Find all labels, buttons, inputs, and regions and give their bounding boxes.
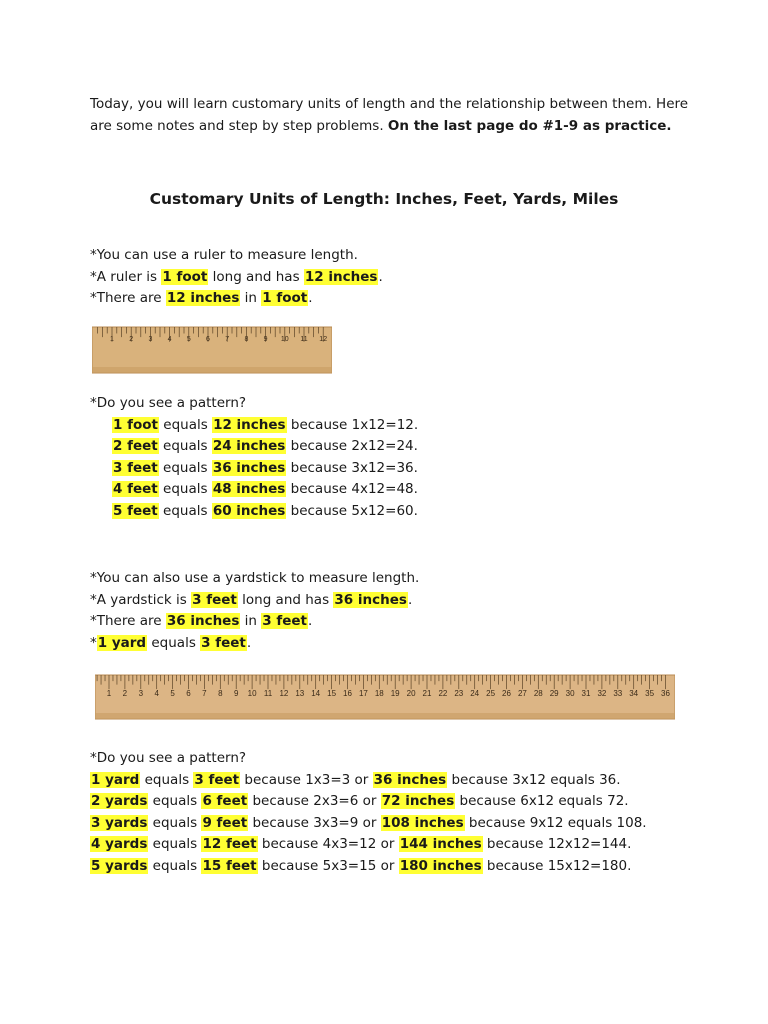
- highlighted-term: 3 feet: [201, 634, 246, 651]
- pattern2-line: [90, 856, 647, 878]
- ruler-number: 12: [279, 689, 289, 698]
- pattern2-line: [90, 813, 647, 835]
- ruler-number: 5: [170, 689, 175, 698]
- ruler-number: 27: [517, 689, 527, 698]
- highlighted-term: 9 feet: [202, 814, 248, 831]
- text-segment: because 2x12=24.: [286, 438, 418, 454]
- ruler-number: 4: [154, 689, 159, 698]
- text-segment: because 5x12=60.: [286, 502, 418, 519]
- text-segment: equals: [158, 481, 212, 497]
- text-segment: .: [246, 634, 252, 651]
- highlighted-term: 3 feet: [194, 771, 240, 788]
- text-segment: equals: [147, 634, 201, 651]
- highlighted-term: 12 inches: [213, 416, 286, 433]
- section2-line: [90, 590, 419, 612]
- highlighted-term: 3 feet: [113, 459, 158, 476]
- ruler-number: 22: [438, 689, 448, 698]
- intro-bold-instruction: On the last page do #1-9 as practice.: [387, 118, 672, 134]
- text-segment: .: [407, 591, 413, 608]
- ruler-number: 29: [549, 689, 559, 698]
- highlighted-term: 6 feet: [202, 793, 248, 809]
- ruler-number: 2: [122, 689, 128, 698]
- pattern2-line: [90, 834, 647, 856]
- section1-line: [90, 288, 383, 310]
- text-segment: because 6x12 equals 72.: [455, 793, 629, 809]
- text-segment: *You can also use a yardstick to measure length.: [90, 570, 420, 586]
- highlighted-term: 12 inches: [304, 268, 378, 285]
- foot-ruler-image: [92, 326, 332, 374]
- text-segment: equals: [148, 836, 202, 852]
- ruler-number: 25: [486, 689, 496, 698]
- highlighted-term: 1 foot: [113, 416, 158, 433]
- ruler-number: 30: [565, 689, 575, 698]
- ruler-number: 16: [343, 689, 352, 698]
- highlighted-term: 24 inches: [212, 438, 286, 454]
- text-segment: in: [240, 613, 262, 629]
- ruler-number: 3: [138, 689, 144, 698]
- highlighted-term: 36 inches: [212, 459, 286, 476]
- highlighted-term: 72 inches: [381, 793, 455, 809]
- ruler-number: 9: [263, 336, 268, 343]
- ruler-number: 11: [263, 689, 273, 698]
- text-segment: equals: [158, 416, 213, 433]
- text-segment: *A ruler is: [90, 268, 162, 285]
- pattern1-line: [112, 415, 418, 437]
- ruler-number: 1: [110, 336, 114, 343]
- yardstick-notes: [90, 568, 419, 654]
- highlighted-term: 3 yards: [91, 814, 148, 831]
- ruler-number: 4: [167, 336, 172, 343]
- ruler-edge-shadow: [92, 367, 332, 373]
- text-segment: long and has: [208, 268, 304, 285]
- ruler-number: 17: [358, 689, 368, 698]
- section2-line: [90, 568, 419, 590]
- highlighted-term: 36 inches: [166, 613, 240, 629]
- text-segment: *: [90, 634, 97, 651]
- text-segment: *A yardstick is: [90, 591, 192, 608]
- ruler-number: 6: [186, 689, 191, 698]
- text-segment: in: [240, 290, 262, 306]
- ruler-number: 15: [327, 689, 337, 698]
- pattern1-line: [112, 479, 418, 501]
- pattern2-line: [90, 791, 647, 813]
- yardstick-image: [95, 674, 675, 720]
- highlighted-term: 12 feet: [202, 836, 257, 852]
- text-segment: .: [378, 268, 383, 285]
- highlighted-term: 5 yards: [91, 857, 148, 874]
- ruler-number: 5: [186, 336, 191, 343]
- ruler-number: 7: [225, 336, 230, 343]
- text-segment: equals: [158, 459, 212, 476]
- ruler-number: 19: [390, 689, 400, 698]
- highlighted-term: 60 inches: [212, 502, 286, 519]
- highlighted-term: 180 inches: [399, 857, 482, 874]
- highlighted-term: 4 yards: [91, 836, 148, 852]
- text-segment: because 4x3=12 or: [257, 836, 399, 852]
- highlighted-term: 1 yard: [91, 771, 140, 788]
- intro-text: Today, you will learn customary units of length and the relationship between them. Here are some notes and step by step problems.: [90, 96, 689, 134]
- highlighted-term: 12 inches: [166, 290, 240, 306]
- ruler-number: 18: [374, 689, 384, 698]
- feet-pattern-list: [90, 415, 418, 523]
- highlighted-term: 108 inches: [381, 814, 464, 831]
- text-segment: equals: [158, 438, 212, 454]
- ruler-number: 34: [629, 689, 639, 698]
- pattern-heading-yards: *Do you see a pattern?: [90, 750, 247, 766]
- text-segment: equals: [140, 771, 194, 788]
- intro-paragraph: [90, 93, 690, 137]
- ruler-number: 31: [581, 689, 591, 698]
- highlighted-term: 1 yard: [97, 634, 147, 651]
- highlighted-term: 2 feet: [113, 438, 158, 454]
- ruler-number: 36: [661, 689, 670, 698]
- text-segment: because 3x12=36.: [286, 459, 418, 476]
- ruler-number: 35: [645, 689, 655, 698]
- text-segment: *There are: [90, 613, 166, 629]
- highlighted-term: 1 foot: [162, 268, 208, 285]
- ruler-number: 11: [300, 336, 308, 343]
- ruler-number: 8: [244, 336, 249, 343]
- ruler-number: 33: [613, 689, 623, 698]
- ruler-number: 8: [218, 689, 223, 698]
- text-segment: because 4x12=48.: [286, 481, 418, 497]
- ruler-body: [92, 327, 332, 373]
- text-segment: long and has: [237, 591, 334, 608]
- ruler-number: 32: [597, 689, 607, 698]
- ruler-number: 12: [319, 336, 328, 343]
- ruler-number: 6: [206, 336, 210, 343]
- highlighted-term: 48 inches: [212, 481, 286, 497]
- ruler-number: 28: [533, 689, 543, 698]
- ruler-number: 7: [202, 689, 207, 698]
- text-segment: because 5x3=15 or: [257, 857, 399, 874]
- section2-line: [90, 633, 419, 655]
- text-segment: equals: [148, 814, 202, 831]
- highlighted-term: 1 foot: [262, 290, 308, 306]
- text-segment: because 2x3=6 or: [248, 793, 381, 809]
- ruler-number: 21: [422, 689, 432, 698]
- ruler-number: 1: [106, 689, 112, 698]
- text-segment: *You can use a ruler to measure length.: [90, 247, 358, 263]
- highlighted-term: 36 inches: [373, 771, 447, 788]
- ruler-number: 13: [295, 689, 305, 698]
- text-segment: because 12x12=144.: [482, 836, 632, 852]
- text-segment: *There are: [90, 290, 166, 306]
- highlighted-term: 3 feet: [262, 613, 307, 629]
- section1-line: [90, 267, 383, 289]
- text-segment: because 1x12=12.: [286, 416, 419, 433]
- pattern1-line: [112, 436, 418, 458]
- text-segment: because 15x12=180.: [482, 857, 632, 874]
- pattern1-line: [112, 501, 418, 523]
- text-segment: equals: [148, 793, 202, 809]
- pattern2-line: [90, 770, 647, 792]
- page-title: Customary Units of Length: Inches, Feet, Yards, Miles: [149, 190, 619, 208]
- ruler-edge-shadow: [95, 713, 675, 719]
- pattern1-line: [112, 458, 418, 480]
- highlighted-term: 36 inches: [334, 591, 407, 608]
- highlighted-term: 2 yards: [91, 793, 148, 809]
- ruler-number: 9: [233, 689, 239, 698]
- ruler-number: 10: [280, 336, 289, 343]
- ruler-number: 14: [311, 689, 321, 698]
- text-segment: equals: [158, 502, 212, 519]
- text-segment: .: [308, 613, 313, 629]
- ruler-number: 23: [454, 689, 464, 698]
- highlighted-term: 3 feet: [192, 591, 237, 608]
- section2-line: [90, 611, 419, 633]
- text-segment: because 9x12 equals 108.: [464, 814, 647, 831]
- ruler-number: 26: [502, 689, 511, 698]
- text-segment: because 3x12 equals 36.: [447, 771, 621, 788]
- section1-line: [90, 245, 383, 267]
- ruler-number: 3: [148, 336, 153, 343]
- ruler-number: 10: [247, 689, 257, 698]
- text-segment: equals: [148, 857, 202, 874]
- text-segment: because 3x3=9 or: [248, 814, 381, 831]
- pattern-heading-feet: *Do you see a pattern?: [90, 395, 247, 411]
- ruler-number: 20: [406, 689, 416, 698]
- highlighted-term: 144 inches: [399, 836, 482, 852]
- text-segment: .: [308, 290, 313, 306]
- highlighted-term: 15 feet: [202, 857, 257, 874]
- text-segment: because 1x3=3 or: [240, 771, 373, 788]
- yards-pattern-list: [90, 770, 647, 878]
- ruler-number: 24: [470, 689, 480, 698]
- ruler-number: 2: [129, 336, 134, 343]
- ruler-notes: [90, 245, 383, 310]
- highlighted-term: 5 feet: [113, 502, 158, 519]
- highlighted-term: 4 feet: [113, 481, 158, 497]
